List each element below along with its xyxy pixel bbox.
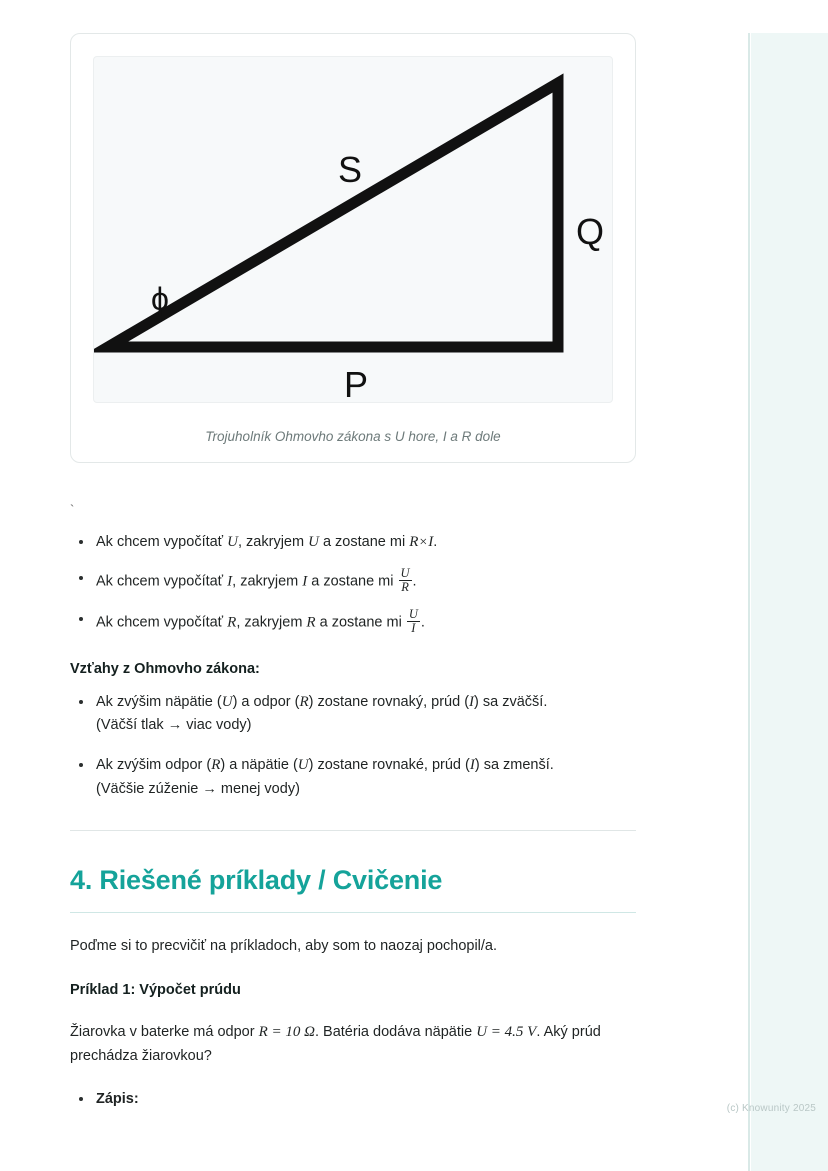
- panel-divider: [748, 33, 750, 1171]
- label-P: P: [343, 364, 369, 402]
- section-title: 4. Riešené príklady / Cvičenie: [70, 865, 443, 896]
- rule-end: .: [433, 534, 438, 550]
- relation-part: ) a odpor (: [232, 693, 300, 710]
- example-part: . Aký prúd prechádza žiarovkou?: [70, 1024, 601, 1064]
- rule-result-b: I: [428, 534, 434, 550]
- fraction-denominator: I: [407, 621, 420, 635]
- figure-card: [70, 33, 636, 463]
- stray-backtick: `: [70, 502, 75, 517]
- rule-tail: a zostane mi: [318, 534, 410, 550]
- list-item: [92, 608, 640, 635]
- label-S: S: [337, 149, 363, 190]
- rule-symbol: I: [227, 573, 233, 590]
- triangle-diagram: [94, 57, 613, 402]
- relation-symbol: U: [297, 757, 309, 774]
- rule-tail: a zostane mi: [307, 573, 398, 590]
- zapis-list: [70, 1088, 640, 1110]
- relation-part: Ak zvýšim näpätie (: [96, 693, 222, 710]
- relation-part: ) sa zmenší.: [474, 757, 554, 774]
- example-part: Žiarovka v baterke má odpor: [70, 1024, 259, 1041]
- rule-mid: , zakryjem: [236, 614, 307, 630]
- relation-note: (Väčší tlak → viac vody): [96, 717, 252, 733]
- fraction: [399, 567, 412, 594]
- fraction-numerator: U: [400, 566, 410, 581]
- relation-symbol: R: [211, 757, 221, 774]
- section-underline: [70, 912, 636, 913]
- rule-result-op: ×: [419, 535, 428, 550]
- example-text: [70, 1020, 640, 1067]
- rule-prefix: Ak chcem vypočítať: [96, 614, 228, 630]
- relation-part: ) zostane rovnaké, prúd (: [308, 757, 470, 774]
- rule-prefix: Ak chcem vypočítať: [96, 573, 228, 590]
- list-item: [92, 754, 640, 800]
- rule-symbol: U: [227, 534, 238, 550]
- example-math: R = 10 Ω: [258, 1024, 315, 1041]
- document-content: [70, 0, 640, 1123]
- list-item: [92, 567, 640, 594]
- relation-note: (Väčšie zúženie → menej vody): [96, 780, 300, 797]
- fraction: [407, 608, 420, 635]
- relations-heading: Vzťahy z Ohmovho zákona:: [70, 660, 260, 677]
- rule-mid: , zakryjem: [238, 534, 309, 550]
- rule-end: .: [420, 614, 425, 630]
- rule-symbol: R: [306, 614, 316, 630]
- label-Q: Q: [575, 211, 605, 252]
- section-intro: Poďme si to precvičiť na príkladoch, aby som to naozaj pochopil/a.: [70, 938, 498, 955]
- ohm-triangle-figure: [93, 56, 613, 403]
- rule-end: .: [412, 573, 417, 590]
- rule-prefix: Ak chcem vypočítať: [96, 534, 228, 550]
- divider: [70, 830, 636, 831]
- figure-caption: Trojuholník Ohmovho zákona s U hore, I a R dole: [205, 429, 501, 444]
- right-side-panel: [726, 0, 828, 1171]
- list-item: Zápis:: [92, 1088, 640, 1110]
- example-part: . Batéria dodáva näpätie: [314, 1024, 477, 1041]
- relations-list: [70, 691, 640, 800]
- relation-symbol: I: [469, 693, 475, 710]
- rule-symbol: I: [302, 573, 308, 590]
- rule-mid: , zakryjem: [232, 573, 303, 590]
- relation-symbol: U: [221, 693, 233, 710]
- ohm-rules-list: [70, 531, 640, 635]
- fraction-numerator: U: [408, 606, 418, 621]
- label-phi: ϕ: [151, 281, 169, 317]
- rule-result-a: R: [409, 534, 419, 550]
- rule-symbol: U: [308, 534, 319, 550]
- relation-part: ) sa zväčší.: [474, 693, 548, 710]
- watermark: (c) Knowunity 2025: [726, 1103, 816, 1114]
- relation-part: ) zostane rovnaký, prúd (: [308, 693, 470, 710]
- relation-symbol: I: [469, 757, 475, 774]
- relation-symbol: R: [299, 693, 309, 710]
- relation-part: Ak zvýšim odpor (: [96, 757, 212, 774]
- example-label: Príklad 1: Výpočet prúdu: [70, 982, 241, 999]
- relation-part: ) a näpätie (: [220, 757, 298, 774]
- panel-tint: [751, 33, 828, 1171]
- list-item: [92, 531, 640, 554]
- example-math: U = 4.5 V: [476, 1024, 537, 1041]
- rule-symbol: R: [227, 614, 237, 630]
- fraction-denominator: R: [399, 580, 412, 594]
- rule-tail: a zostane mi: [315, 614, 406, 630]
- list-item: [92, 691, 640, 737]
